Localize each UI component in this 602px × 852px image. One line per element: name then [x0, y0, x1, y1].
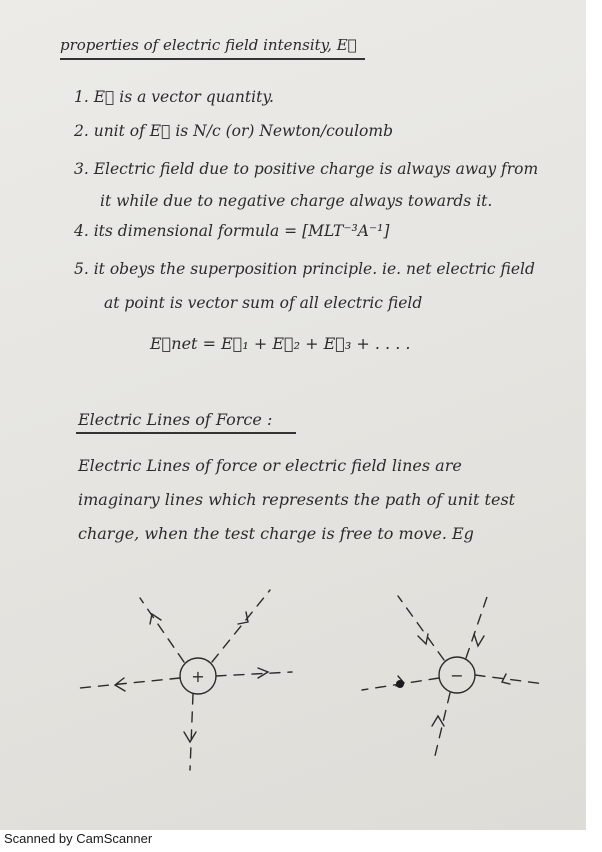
positive-arrow-right — [258, 668, 268, 678]
page-title: properties of electric field intensity, E⃗ — [60, 36, 357, 54]
property-1: 1. E⃗ is a vector quantity. — [74, 88, 274, 106]
negative-field-line-right — [475, 675, 545, 684]
definition-line-1: Electric Lines of force or electric field lines are — [78, 456, 462, 475]
negative-field-line-up-left — [398, 596, 444, 660]
negative-arrow-down — [432, 716, 444, 726]
property-2: 2. unit of E⃗ is N/c (or) Newton/coulomb — [74, 122, 393, 140]
negative-arrow-right — [502, 674, 510, 684]
negative-charge-label: − — [450, 666, 464, 685]
superposition-formula: E⃗net = E⃗₁ + E⃗₂ + E⃗₃ + . . . . — [150, 334, 411, 353]
definition-line-2: imaginary lines which represents the path of unit test — [78, 490, 516, 509]
negative-field-line-up-right — [466, 594, 488, 658]
positive-arrow-down — [184, 732, 196, 742]
positive-arrow-up-left — [150, 614, 161, 624]
section-heading: Electric Lines of Force : — [78, 410, 273, 429]
negative-field-line-down — [434, 693, 450, 760]
ink-dot — [396, 680, 404, 688]
definition-line-3: charge, when the test charge is free to move. Eg — [78, 524, 474, 543]
positive-field-line-left — [80, 678, 180, 688]
positive-field-line-down — [190, 694, 193, 770]
scanner-watermark: Scanned by CamScanner — [4, 831, 153, 846]
negative-arrow-up-left — [418, 634, 428, 644]
property-5-continued: at point is vector sum of all electric field — [104, 294, 423, 312]
property-5: 5. it obeys the superposition principle. ie. net electric field — [74, 260, 535, 278]
positive-field-line-up-right — [212, 590, 270, 662]
negative-arrow-up-right — [474, 634, 484, 646]
positive-field-line-up-left — [140, 598, 184, 662]
property-3: 3. Electric field due to positive charge is always away from — [74, 160, 539, 178]
property-4: 4. its dimensional formula = [MLT⁻³A⁻¹] — [74, 222, 390, 240]
positive-arrow-up-right — [238, 612, 248, 624]
positive-field-line-right — [216, 672, 292, 676]
positive-charge-label: + — [191, 667, 205, 686]
property-3-continued: it while due to negative charge always towards it. — [100, 192, 493, 210]
